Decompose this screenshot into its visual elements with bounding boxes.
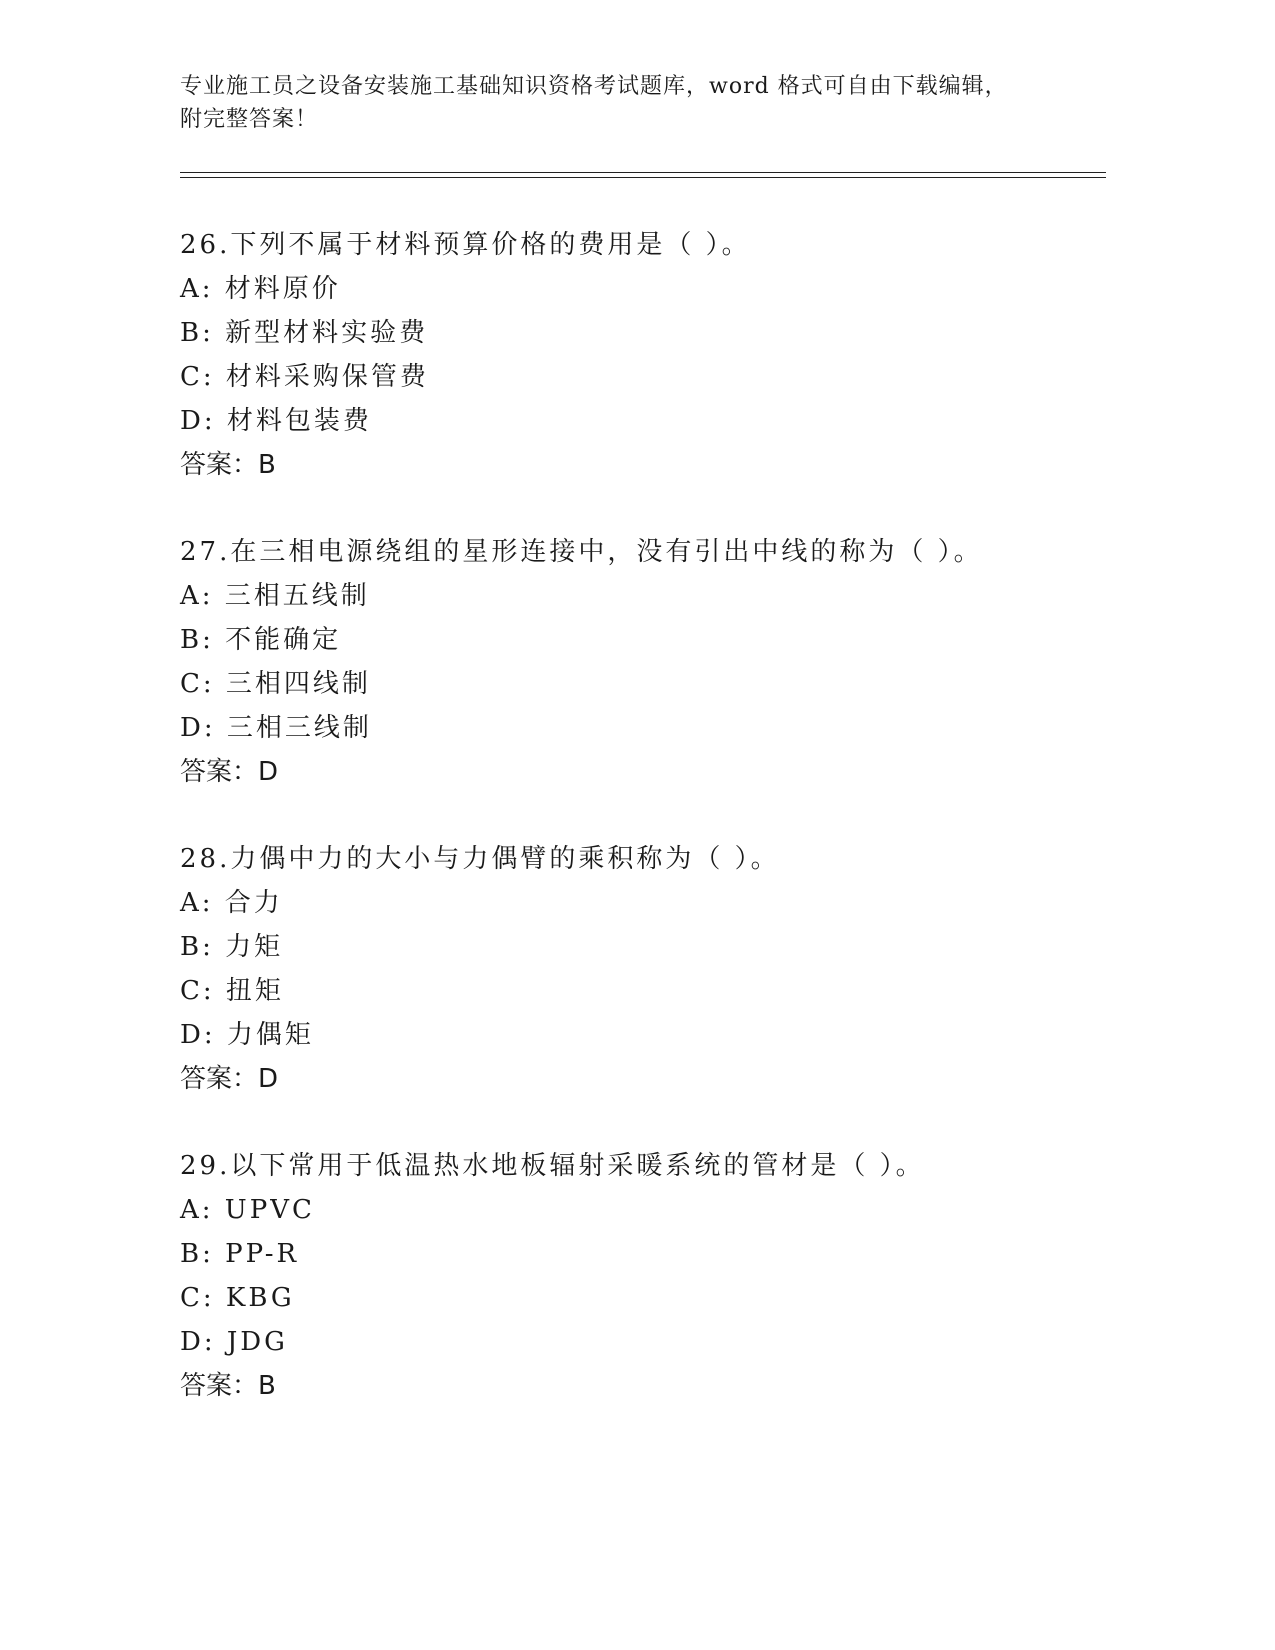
- option-d: D: 三相三线制: [180, 713, 372, 743]
- answer-line: 答案：B: [180, 450, 276, 480]
- question-27: [180, 530, 1100, 794]
- option-c: C: 材料采购保管费: [180, 362, 429, 392]
- option-d: D: 材料包装费: [180, 406, 372, 436]
- question-28: [180, 837, 1100, 1101]
- header-divider-top: [180, 172, 1106, 173]
- question-list: [180, 223, 1100, 1451]
- document-header: [180, 70, 1100, 136]
- option-b: B: 不能确定: [180, 625, 342, 655]
- option-c: C: 三相四线制: [180, 669, 371, 699]
- header-line-2: 附完整答案！: [180, 107, 319, 132]
- option-d: D: JDG: [180, 1327, 288, 1357]
- option-a: A: 三相五线制: [180, 581, 370, 611]
- option-a: A: 材料原价: [180, 274, 341, 304]
- question-title: 26.下列不属于材料预算价格的费用是（ ）。: [180, 230, 751, 260]
- option-b: B: 力矩: [180, 932, 284, 962]
- question-title: 28.力偶中力的大小与力偶臂的乘积称为（ ）。: [180, 844, 780, 874]
- header-divider-bottom: [180, 177, 1106, 178]
- option-a: A: 合力: [180, 888, 283, 918]
- question-title: 27.在三相电源绕组的星形连接中，没有引出中线的称为（ ）。: [180, 537, 983, 567]
- question-title: 29.以下常用于低温热水地板辐射采暖系统的管材是（ ）。: [180, 1151, 925, 1181]
- answer-line: 答案：D: [180, 757, 279, 787]
- option-c: C: KBG: [180, 1283, 295, 1313]
- option-d: D: 力偶矩: [180, 1020, 314, 1050]
- answer-line: 答案：D: [180, 1064, 279, 1094]
- option-a: A: UPVC: [180, 1195, 315, 1225]
- option-b: B: 新型材料实验费: [180, 318, 429, 348]
- answer-line: 答案：B: [180, 1371, 276, 1401]
- option-b: B: PP-R: [180, 1239, 300, 1269]
- question-26: [180, 223, 1100, 487]
- question-29: [180, 1144, 1100, 1408]
- option-c: C: 扭矩: [180, 976, 284, 1006]
- header-line-1: 专业施工员之设备安装施工基础知识资格考试题库，word 格式可自由下载编辑，: [180, 74, 1008, 99]
